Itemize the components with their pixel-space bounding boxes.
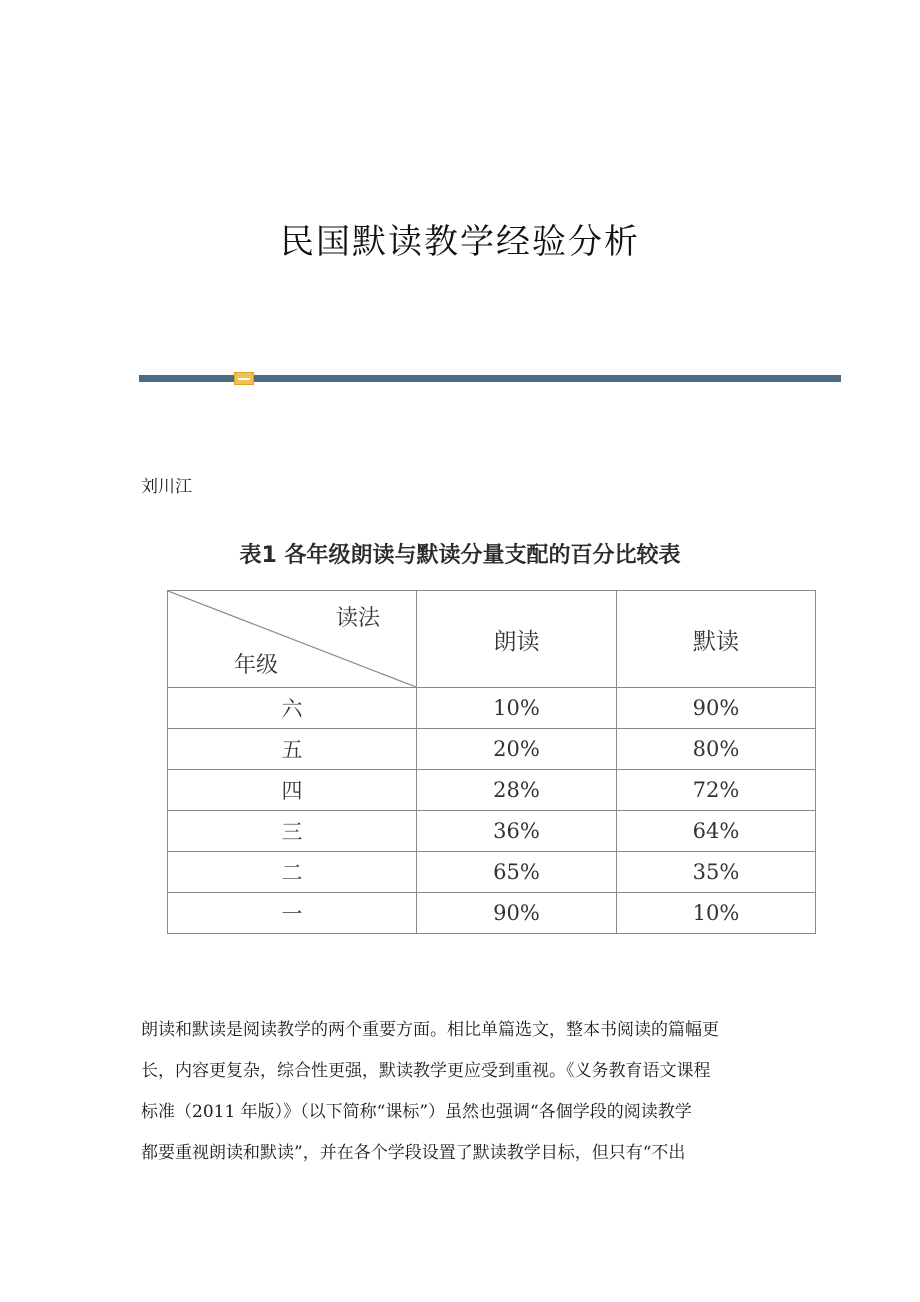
mo-cell: 72%	[617, 770, 816, 811]
body-paragraph	[141, 1010, 781, 1174]
corner-label-method: 读法	[335, 606, 380, 631]
table-row	[168, 811, 816, 852]
grade-cell: 四	[168, 770, 417, 811]
mo-cell: 90%	[617, 688, 816, 729]
lang-cell: 90%	[417, 893, 617, 934]
corner-label-grade: 年级	[234, 653, 279, 678]
lang-cell: 65%	[417, 852, 617, 893]
grade-cell: 一	[168, 893, 417, 934]
lang-cell: 20%	[417, 729, 617, 770]
lang-cell: 28%	[417, 770, 617, 811]
table-corner-cell	[168, 591, 417, 688]
body-line: 朗读和默读是阅读教学的两个重要方面。相比单篇选文，整本书阅读的篇幅更	[141, 1020, 719, 1040]
mo-cell: 35%	[617, 852, 816, 893]
body-line: 标准（2011 年版）》（以下简称“课标”）虽然也强调“各個学段的阅读教学	[141, 1102, 692, 1122]
document-title: 民国默读教学经验分析	[280, 222, 640, 262]
column-header-lang: 朗读	[417, 591, 617, 688]
table-row	[168, 893, 816, 934]
body-line: 长，内容更复杂，综合性更强，默读教学更应受到重视。《义务教育语文课程	[141, 1061, 711, 1081]
grade-cell: 六	[168, 688, 417, 729]
table-row	[168, 729, 816, 770]
table-caption: 表1 各年级朗读与默读分量支配的百分比较表	[239, 543, 681, 568]
grade-cell: 二	[168, 852, 417, 893]
divider-ornament-icon	[234, 372, 254, 385]
table-row	[168, 770, 816, 811]
percentage-table	[167, 590, 816, 934]
column-header-mo: 默读	[617, 591, 816, 688]
table-header-row	[168, 591, 816, 688]
mo-cell: 80%	[617, 729, 816, 770]
lang-cell: 10%	[417, 688, 617, 729]
table-row	[168, 688, 816, 729]
table-row	[168, 852, 816, 893]
mo-cell: 10%	[617, 893, 816, 934]
grade-cell: 三	[168, 811, 417, 852]
mo-cell: 64%	[617, 811, 816, 852]
grade-cell: 五	[168, 729, 417, 770]
lang-cell: 36%	[417, 811, 617, 852]
author-name: 刘川江	[141, 477, 192, 497]
body-line: 都要重视朗读和默读”，并在各个学段设置了默读教学目标，但只有“不出	[141, 1143, 686, 1163]
